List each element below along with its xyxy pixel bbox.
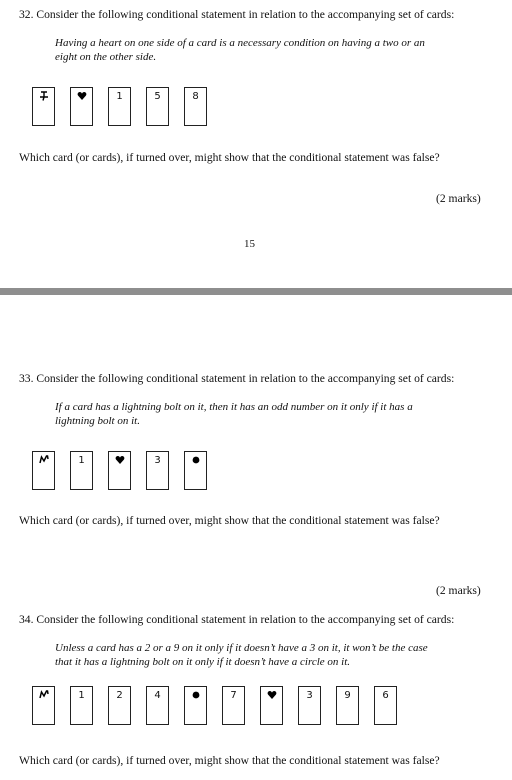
q32-statement-line2: eight on the other side. — [55, 51, 157, 63]
card[interactable] — [374, 686, 397, 725]
card[interactable] — [184, 451, 207, 490]
card[interactable] — [70, 87, 93, 126]
q32-marks: (2 marks) — [436, 192, 481, 205]
q32-card-set — [32, 87, 222, 126]
heart-icon — [267, 690, 277, 700]
circle-icon — [192, 456, 200, 464]
q32-statement-line1: Having a heart on one side of a card is a necessary condition on having a two or an — [55, 37, 425, 49]
card[interactable] — [184, 87, 207, 126]
circle-icon — [192, 691, 200, 699]
lightning-icon — [39, 690, 49, 700]
card[interactable] — [70, 451, 93, 490]
q34-question: Which card (or cards), if turned over, might show that the conditional statement was false? — [19, 754, 440, 767]
card[interactable] — [32, 87, 55, 126]
q34-statement — [55, 641, 495, 669]
card-value: 1 — [78, 455, 85, 466]
card[interactable] — [70, 686, 93, 725]
card[interactable] — [32, 451, 55, 490]
card[interactable] — [108, 451, 131, 490]
card-value: 4 — [154, 690, 161, 701]
q34-card-set — [32, 686, 397, 725]
card-value: 3 — [306, 690, 313, 701]
card[interactable] — [336, 686, 359, 725]
q34-prompt: 34. Consider the following conditional statement in relation to the accompanying set of cards: — [19, 613, 455, 626]
card-value: 9 — [344, 690, 351, 701]
card-value: 1 — [116, 91, 123, 102]
card-value: 8 — [192, 91, 199, 102]
q33-prompt: 33. Consider the following conditional statement in relation to the accompanying set of cards: — [19, 372, 455, 385]
pin-icon — [39, 91, 49, 101]
lightning-icon — [39, 455, 49, 465]
card-value: 6 — [382, 690, 389, 701]
card[interactable] — [108, 686, 131, 725]
card[interactable] — [146, 451, 169, 490]
card[interactable] — [32, 686, 55, 725]
card-value: 1 — [78, 690, 85, 701]
q33-statement-line1: If a card has a lightning bolt on it, then it has an odd number on it only if it has a — [55, 401, 413, 413]
page-number: 15 — [244, 238, 255, 250]
q34-statement-line1: Unless a card has a 2 or a 9 on it only if it doesn’t have a 3 on it, it won’t be the case — [55, 642, 428, 654]
card[interactable] — [222, 686, 245, 725]
page-separator — [0, 288, 512, 295]
q32-prompt: 32. Consider the following conditional statement in relation to the accompanying set of cards: — [19, 8, 455, 21]
q32-question: Which card (or cards), if turned over, might show that the conditional statement was false? — [19, 151, 440, 164]
card[interactable] — [298, 686, 321, 725]
q33-statement — [55, 400, 485, 428]
card-value: 7 — [230, 690, 237, 701]
q34-statement-line2: that it has a lightning bolt on it only if it doesn’t have a circle on it. — [55, 656, 351, 668]
q33-question: Which card (or cards), if turned over, might show that the conditional statement was false? — [19, 514, 440, 527]
card-value: 5 — [154, 91, 161, 102]
card[interactable] — [146, 686, 169, 725]
q33-card-set — [32, 451, 222, 490]
q32-statement — [55, 36, 485, 64]
heart-icon — [115, 455, 125, 465]
heart-icon — [77, 91, 87, 101]
card[interactable] — [108, 87, 131, 126]
q33-marks: (2 marks) — [436, 584, 481, 597]
card-value: 2 — [116, 690, 123, 701]
card[interactable] — [184, 686, 207, 725]
card-value: 3 — [154, 455, 161, 466]
card[interactable] — [260, 686, 283, 725]
q33-statement-line2: lightning bolt on it. — [55, 415, 140, 427]
card[interactable] — [146, 87, 169, 126]
